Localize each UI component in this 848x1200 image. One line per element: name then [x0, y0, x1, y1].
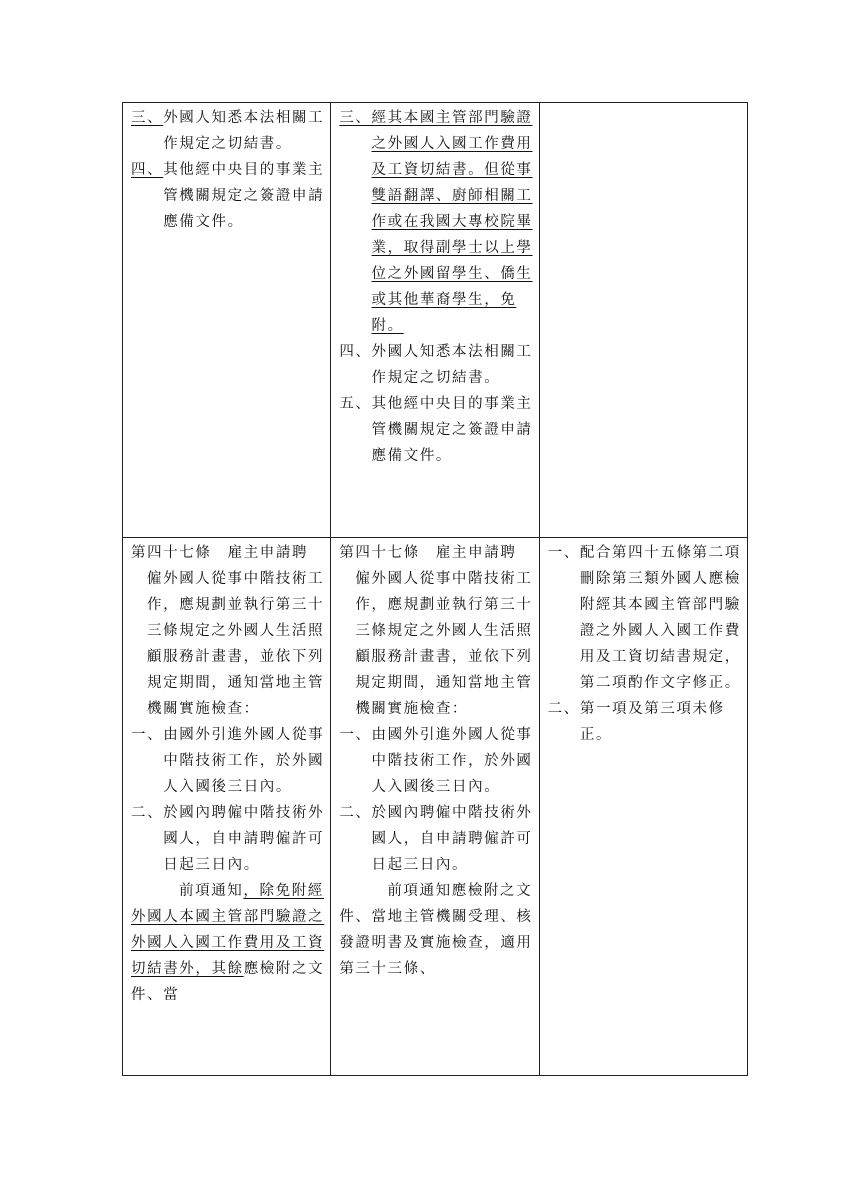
item-text: 經其本國主管部門驗證之外國人入國工作費用及工資切結書。但從事雙語翻譯、廚師相關工作或在我國大專校院畢業，取得副學士以上學位之外國留學生、僑生或其他華裔學生，免附。: [371, 110, 533, 334]
item-number: 一、: [339, 727, 372, 743]
amended-text-cell: [123, 538, 331, 1076]
explanation-cell: [539, 103, 747, 538]
item-text: 於國內聘僱中階技術外國人，自申請聘僱許可日起三日內。: [163, 805, 325, 873]
list-item: [548, 540, 741, 696]
paragraph-text: 前項通知: [179, 883, 244, 899]
article-body: 僱外國人從事中階技術工作，應規劃並執行第三十三條規定之外國人生活照顧服務計畫書，並依下列規定期間，通知當地主管機關實施檢查：: [355, 571, 533, 717]
article-heading: 第四十七條 雇主申請聘: [339, 545, 517, 561]
article-body: 僱外國人從事中階技術工作，應規劃並執行第三十三條規定之外國人生活照顧服務計畫書，並依下列規定期間，通知當地主管機關實施檢查：: [147, 571, 325, 717]
item-text: 其他經中央目的事業主管機關規定之簽證申請應備文件。: [371, 396, 533, 464]
table-row: [123, 103, 748, 538]
item-text: 於國內聘僱中階技術外國人，自申請聘僱許可日起三日內。: [371, 805, 533, 873]
item-number: 三、: [339, 110, 372, 126]
comparison-table-page: [122, 102, 748, 1077]
paragraph-text: 應檢附之文件、當: [131, 961, 325, 1003]
article-heading: 第四十七條 雇主申請聘: [131, 545, 309, 561]
list-item: [131, 105, 324, 157]
list-item: [339, 339, 532, 391]
item-text: 配合第四十五條第二項刪除第三類外國人應檢附經其本國主管部門驗證之外國人入國工作費用及工資切結書規定，第二項酌作文字修正。: [579, 545, 741, 691]
item-number: 三、: [131, 110, 164, 126]
amendment-comparison-table: [122, 102, 748, 1076]
list-item: [339, 722, 532, 800]
item-number: 二、: [547, 701, 580, 717]
explanation-cell: [539, 538, 747, 1076]
amended-phrase: ，除免附經外國人本國主管部門驗證之外國人入國工作費用及工資切結書外，其餘: [131, 883, 325, 977]
current-text-cell: [331, 103, 539, 538]
item-number: 二、: [131, 805, 164, 821]
item-number: 一、: [547, 545, 580, 561]
item-text: 由國外引進外國人從事中階技術工作，於外國人入國後三日內。: [163, 727, 325, 795]
list-item: [339, 105, 532, 339]
item-text: 外國人知悉本法相關工作規定之切結書。: [371, 344, 533, 386]
paragraph: 前項通知應檢附之文件、當地主管機關受理、核發證明書及實施檢查，適用第三十三條、: [339, 883, 533, 977]
amended-text-cell: [123, 103, 331, 538]
item-text: 其他經中央目的事業主管機關規定之簽證申請應備文件。: [163, 162, 325, 230]
list-item: [339, 391, 532, 469]
list-item: [131, 157, 324, 235]
paragraph: [131, 878, 324, 1008]
item-number: 四、: [339, 344, 372, 360]
item-number: 一、: [131, 727, 164, 743]
item-number: 四、: [131, 162, 164, 178]
list-item: [131, 800, 324, 878]
item-text: 外國人知悉本法相關工作規定之切結書。: [163, 110, 325, 152]
current-text-cell: [331, 538, 539, 1076]
item-text: 由國外引進外國人從事中階技術工作，於外國人入國後三日內。: [371, 727, 533, 795]
table-row: [123, 538, 748, 1076]
list-item: [131, 722, 324, 800]
item-text: 第一項及第三項未修正。: [579, 701, 725, 743]
item-number: 二、: [339, 805, 372, 821]
list-item: [548, 696, 741, 748]
item-number: 五、: [339, 396, 372, 412]
list-item: [339, 800, 532, 878]
